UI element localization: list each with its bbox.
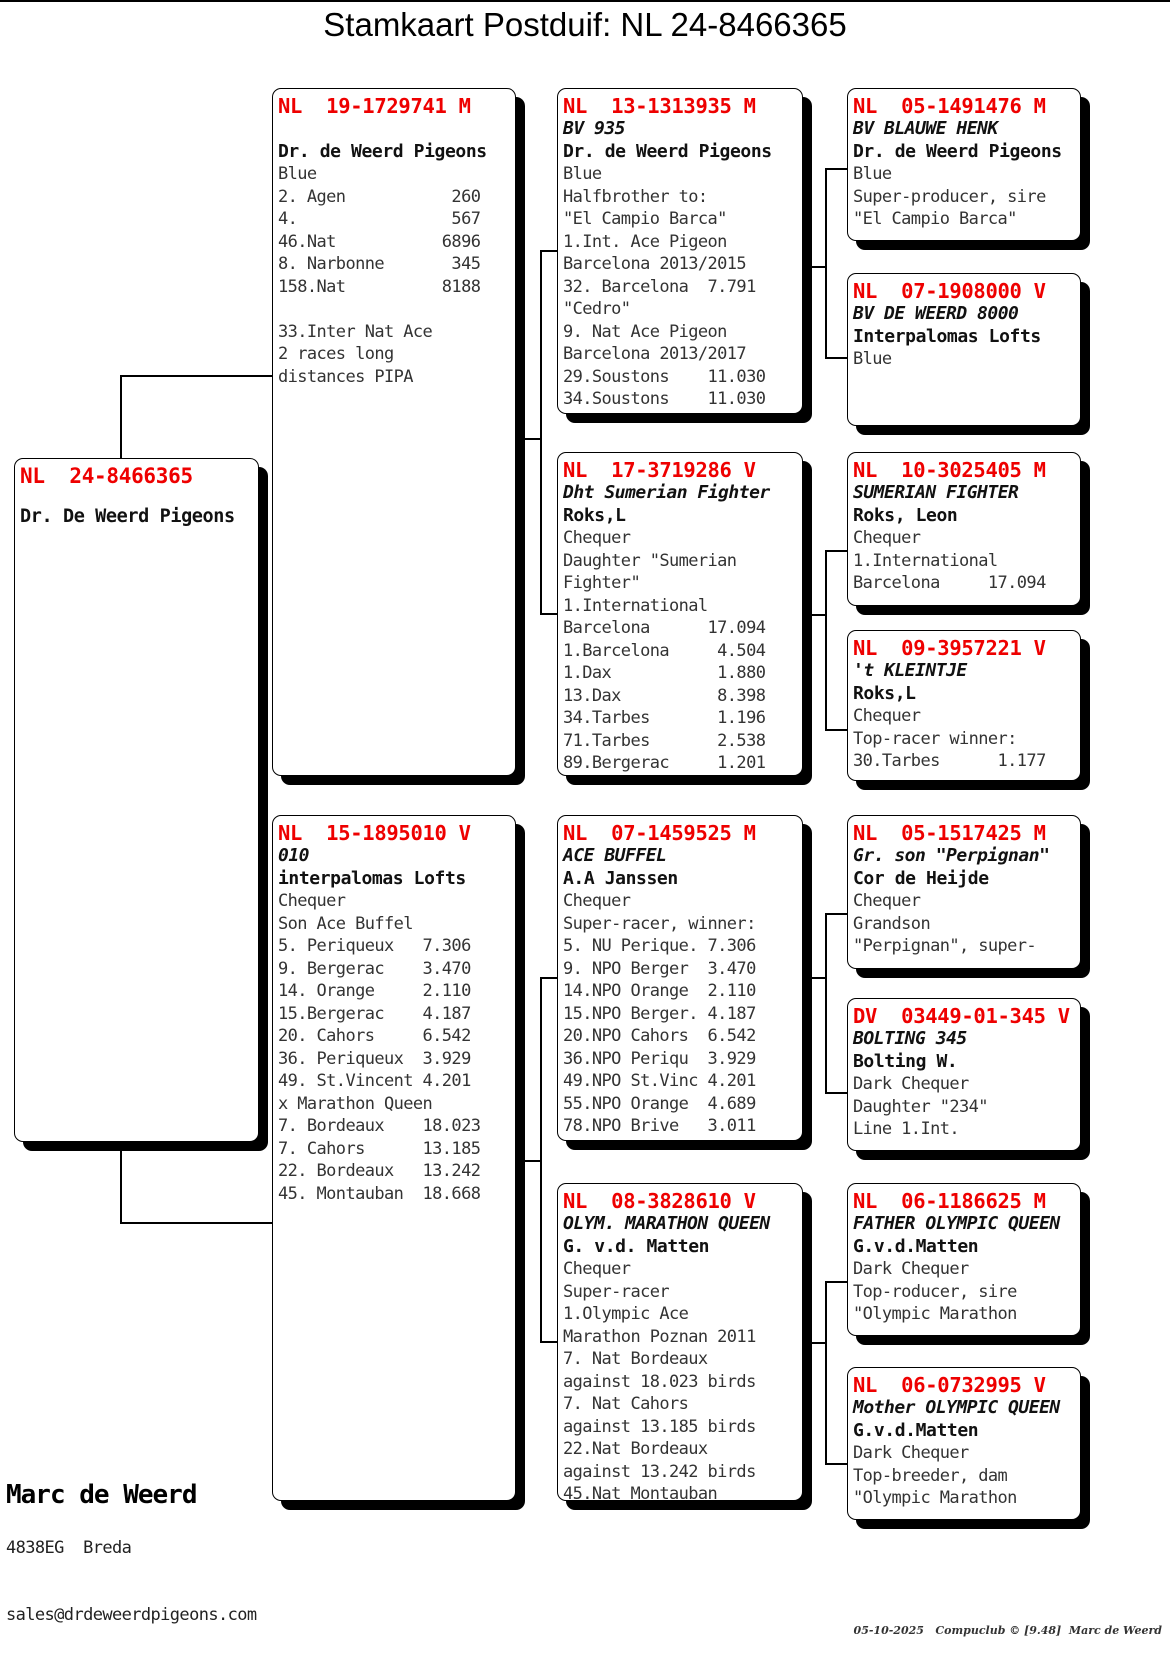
page-title: Stamkaart Postduif: NL 24-8466365 bbox=[323, 6, 847, 43]
dam-dam-card[interactable] bbox=[557, 1183, 803, 1501]
info-line: Chequer bbox=[853, 891, 921, 911]
ring-number: NL 06-0732995 V bbox=[853, 1373, 1046, 1397]
connector bbox=[540, 250, 542, 614]
ring-number: NL 10-3025405 M bbox=[853, 458, 1046, 482]
info-line: 9. Bergerac 3.470 bbox=[278, 958, 471, 979]
connector bbox=[825, 913, 827, 1093]
owner: Bolting W. bbox=[853, 1050, 958, 1072]
info-line: Chequer bbox=[563, 528, 631, 548]
sire-sire-dam-card[interactable] bbox=[847, 273, 1081, 426]
connector bbox=[800, 614, 825, 616]
info-line: 22.Nat Bordeaux bbox=[563, 1439, 708, 1459]
info-line: 1.International bbox=[563, 595, 708, 616]
pigeon-name: 010 bbox=[278, 845, 310, 866]
info-line: Blue bbox=[563, 164, 602, 184]
pigeon-name: Mother OLYMPIC QUEEN bbox=[853, 1397, 1060, 1418]
info-line bbox=[278, 298, 515, 321]
info-line: Line 1.Int. bbox=[853, 1119, 959, 1139]
info-line: Daughter "Sumerian bbox=[563, 550, 737, 571]
pigeon-name: BOLTING 345 bbox=[853, 1028, 967, 1049]
info-line: 2 races long bbox=[278, 344, 394, 364]
info-line: 1.Int. Ace Pigeon bbox=[563, 231, 727, 252]
info-line: "Olympic Marathon bbox=[853, 1488, 1017, 1508]
info-line: x Marathon Queen bbox=[278, 1093, 433, 1114]
info-line: 5. NU Perique. 7.306 bbox=[563, 936, 756, 956]
info-line: Chequer bbox=[563, 891, 631, 911]
info-line: 36. Periqueux 3.929 bbox=[278, 1048, 471, 1069]
info-line: 22. Bordeaux 13.242 bbox=[278, 1161, 481, 1181]
info-line: 20.NPO Cahors 6.542 bbox=[563, 1026, 756, 1046]
connector bbox=[120, 375, 122, 459]
connector bbox=[120, 375, 273, 377]
pigeon-name: Dht Sumerian Fighter bbox=[563, 482, 770, 503]
pigeon-name: BV DE WEERD 8000 bbox=[853, 303, 1019, 324]
connector bbox=[515, 1160, 540, 1162]
sire-dam-card[interactable] bbox=[557, 452, 803, 776]
info-line: 30.Tarbes 1.177 bbox=[853, 751, 1046, 771]
connector bbox=[120, 1142, 122, 1222]
pigeon-name: Gr. son "Perpignan" bbox=[853, 845, 1050, 866]
connector bbox=[825, 550, 848, 552]
info-line: 46.Nat 6896 bbox=[278, 231, 481, 252]
info-line: Dark Chequer bbox=[853, 1074, 969, 1094]
info-line: Super-producer, sire bbox=[853, 186, 1046, 207]
sire-sire-sire-card[interactable] bbox=[847, 88, 1081, 241]
info-line: 32. Barcelona 7.791 bbox=[563, 276, 756, 297]
info-line: Daughter "234" bbox=[853, 1096, 988, 1117]
info-line: 13.Dax 8.398 bbox=[563, 685, 766, 706]
info-line: "El Campio Barca" bbox=[853, 209, 1017, 229]
info-line: 71.Tarbes 2.538 bbox=[563, 730, 766, 751]
info-line: 89.Bergerac 1.201 bbox=[563, 753, 766, 773]
info-line: 45. Montauban 18.668 bbox=[278, 1183, 481, 1204]
ring-number: NL 08-3828610 V bbox=[563, 1189, 756, 1213]
connector bbox=[540, 613, 558, 615]
info-line: Blue bbox=[853, 164, 892, 184]
ring-number: NL 15-1895010 V bbox=[278, 821, 471, 845]
info-line: 7. Bordeaux 18.023 bbox=[278, 1116, 481, 1136]
dam-sire-sire-card[interactable] bbox=[847, 815, 1081, 969]
info-line: 33.Inter Nat Ace bbox=[278, 321, 433, 342]
info-line: Top-breeder, dam bbox=[853, 1465, 1008, 1486]
ring-number: NL 09-3957221 V bbox=[853, 636, 1046, 660]
pigeon-name: SUMERIAN FIGHTER bbox=[853, 482, 1019, 503]
ring-number: NL 13-1313935 M bbox=[563, 94, 756, 118]
info-line: "Olympic Marathon bbox=[853, 1304, 1017, 1324]
dam-dam-sire-card[interactable] bbox=[847, 1183, 1081, 1336]
info-line: 9. Nat Ace Pigeon bbox=[563, 321, 727, 342]
pigeon-name: BV 935 bbox=[563, 118, 626, 139]
connector bbox=[825, 1281, 827, 1464]
connector bbox=[800, 977, 825, 979]
info-line: 15.Bergerac 4.187 bbox=[278, 1003, 471, 1024]
info-line: "El Campio Barca" bbox=[563, 209, 727, 229]
info-line: Dark Chequer bbox=[853, 1443, 969, 1463]
info-line: 36.NPO Periqu 3.929 bbox=[563, 1048, 756, 1069]
info-line: Top-roducer, sire bbox=[853, 1281, 1017, 1302]
dam-dam-dam-card[interactable] bbox=[847, 1367, 1081, 1520]
info-line: 34.Tarbes 1.196 bbox=[563, 708, 766, 728]
pigeon-name: ACE BUFFEL bbox=[563, 845, 667, 866]
top-border bbox=[0, 0, 1170, 2]
pigeon-name: BV BLAUWE HENK bbox=[853, 118, 998, 139]
owner: Dr. de Weerd Pigeons bbox=[853, 140, 1062, 162]
info-line: Halfbrother to: bbox=[563, 186, 708, 207]
sire-dam-sire-card[interactable] bbox=[847, 452, 1081, 606]
info-line: Chequer bbox=[278, 891, 346, 911]
info-line: against 18.023 birds bbox=[563, 1371, 756, 1392]
info-line: Grandson bbox=[853, 913, 931, 934]
spacer bbox=[278, 118, 515, 141]
info-line: Barcelona 17.094 bbox=[853, 573, 1046, 593]
sire-dam-dam-card[interactable] bbox=[847, 630, 1081, 781]
info-line: Super-racer, winner: bbox=[563, 913, 756, 934]
info-line: 7. Nat Cahors bbox=[563, 1394, 689, 1414]
footer-credit: 05-10-2025 Compuclub © [9.48] Marc de Weerd bbox=[853, 1624, 1162, 1637]
info-line: Barcelona 17.094 bbox=[563, 618, 766, 638]
pigeon-name: 't KLEINTJE bbox=[853, 660, 967, 681]
owner: G.v.d.Matten bbox=[853, 1235, 979, 1257]
info-line: Chequer bbox=[853, 528, 921, 548]
info-line: 8. Narbonne 345 bbox=[278, 254, 481, 274]
ring-number: DV 03449-01-345 V bbox=[853, 1004, 1070, 1028]
connector bbox=[825, 357, 848, 359]
info-line: 34.Soustons 11.030 bbox=[563, 389, 766, 409]
owner: G. v.d. Matten bbox=[563, 1235, 710, 1257]
info-line: 14.NPO Orange 2.110 bbox=[563, 981, 756, 1001]
connector bbox=[800, 1342, 825, 1344]
info-line: 9. NPO Berger 3.470 bbox=[563, 958, 756, 979]
owner: Roks, Leon bbox=[853, 504, 958, 526]
info-line: "Cedro" bbox=[563, 299, 631, 319]
info-line: 15.NPO Berger. 4.187 bbox=[563, 1003, 756, 1024]
info-line: 1.Olympic Ace bbox=[563, 1304, 689, 1324]
connector bbox=[825, 1281, 848, 1283]
info-line: 78.NPO Brive 3.011 bbox=[563, 1116, 756, 1136]
info-line: 7. Nat Bordeaux bbox=[563, 1349, 708, 1369]
pigeon-name: OLYM. MARATHON QUEEN bbox=[563, 1213, 770, 1234]
ring-number: NL 19-1729741 M bbox=[278, 94, 471, 118]
connector bbox=[800, 266, 825, 268]
owner: Cor de Heijde bbox=[853, 867, 989, 889]
info-line: Dark Chequer bbox=[853, 1259, 969, 1279]
info-line: against 13.242 birds bbox=[563, 1461, 756, 1482]
dam-card[interactable] bbox=[272, 815, 516, 1501]
info-line: 49.NPO St.Vinc 4.201 bbox=[563, 1071, 756, 1091]
info-line: Marathon Poznan 2011 bbox=[563, 1326, 756, 1347]
breeder-address: 4838EG Breda bbox=[6, 1538, 132, 1558]
owner: Dr. De Weerd Pigeons bbox=[20, 506, 235, 527]
connector bbox=[540, 250, 558, 252]
owner: A.A Janssen bbox=[563, 867, 678, 889]
connector bbox=[825, 1092, 848, 1094]
ring-number: NL 24-8466365 bbox=[20, 464, 193, 488]
ring-number: NL 05-1491476 M bbox=[853, 94, 1046, 118]
info-line: 55.NPO Orange 4.689 bbox=[563, 1093, 756, 1114]
info-line: 14. Orange 2.110 bbox=[278, 981, 471, 1001]
info-line: 45.Nat Montauban bbox=[563, 1484, 718, 1501]
pigeon-name: FATHER OLYMPIC QUEEN bbox=[853, 1213, 1060, 1234]
connector bbox=[515, 438, 540, 440]
info-line: Blue bbox=[853, 349, 892, 369]
info-line: Son Ace Buffel bbox=[278, 913, 413, 934]
info-line: against 13.185 birds bbox=[563, 1416, 756, 1437]
connector bbox=[825, 913, 848, 915]
info-line: 2. Agen 260 bbox=[278, 186, 481, 207]
info-line: Fighter" bbox=[563, 573, 641, 593]
info-line: 1.Barcelona 4.504 bbox=[563, 640, 766, 661]
info-line: Chequer bbox=[563, 1259, 631, 1279]
connector bbox=[825, 1463, 848, 1465]
dam-sire-card[interactable] bbox=[557, 815, 803, 1141]
connector bbox=[540, 977, 542, 1342]
info-line: Top-racer winner: bbox=[853, 728, 1017, 749]
owner: Interpalomas Lofts bbox=[853, 325, 1041, 347]
sire-card[interactable] bbox=[272, 88, 516, 776]
dam-sire-dam-card[interactable] bbox=[847, 998, 1081, 1151]
breeder-name: Marc de Weerd bbox=[6, 1480, 197, 1510]
info-line: 49. St.Vincent 4.201 bbox=[278, 1071, 471, 1091]
info-line: Chequer bbox=[853, 706, 921, 726]
owner: Roks,L bbox=[563, 504, 626, 526]
info-line: 158.Nat 8188 bbox=[278, 276, 481, 297]
info-line: Super-racer bbox=[563, 1281, 669, 1302]
info-line: 4. 567 bbox=[278, 209, 481, 229]
ring-number: NL 05-1517425 M bbox=[853, 821, 1046, 845]
ring-number: NL 07-1459525 M bbox=[563, 821, 756, 845]
connector bbox=[825, 168, 848, 170]
owner: G.v.d.Matten bbox=[853, 1419, 979, 1441]
info-line: 1.Dax 1.880 bbox=[563, 663, 766, 683]
info-line: Barcelona 2013/2015 bbox=[563, 254, 747, 274]
connector bbox=[825, 168, 827, 358]
sire-sire-card[interactable] bbox=[557, 88, 803, 414]
subject-pigeon-card[interactable] bbox=[14, 458, 259, 1142]
ring-number: NL 07-1908000 V bbox=[853, 279, 1046, 303]
owner: Roks,L bbox=[853, 682, 916, 704]
info-line: distances PIPA bbox=[278, 366, 413, 387]
connector bbox=[825, 729, 848, 731]
connector bbox=[540, 977, 558, 979]
info-line: 7. Cahors 13.185 bbox=[278, 1138, 481, 1159]
info-line: 5. Periqueux 7.306 bbox=[278, 936, 471, 956]
info-line: Blue bbox=[278, 164, 317, 184]
owner: Dr. de Weerd Pigeons bbox=[278, 140, 487, 162]
info-line: "Perpignan", super- bbox=[853, 936, 1037, 956]
connector bbox=[825, 550, 827, 730]
connector bbox=[540, 1341, 558, 1343]
info-line: 29.Soustons 11.030 bbox=[563, 366, 766, 387]
info-line: 1.International bbox=[853, 550, 998, 571]
breeder-email[interactable]: sales@drdeweerdpigeons.com bbox=[6, 1605, 257, 1625]
info-line: Barcelona 2013/2017 bbox=[563, 344, 747, 364]
connector bbox=[120, 1222, 273, 1224]
ring-number: NL 06-1186625 M bbox=[853, 1189, 1046, 1213]
owner: Dr. de Weerd Pigeons bbox=[563, 140, 772, 162]
ring-number: NL 17-3719286 V bbox=[563, 458, 756, 482]
info-line: 20. Cahors 6.542 bbox=[278, 1026, 471, 1046]
owner: interpalomas Lofts bbox=[278, 867, 466, 889]
